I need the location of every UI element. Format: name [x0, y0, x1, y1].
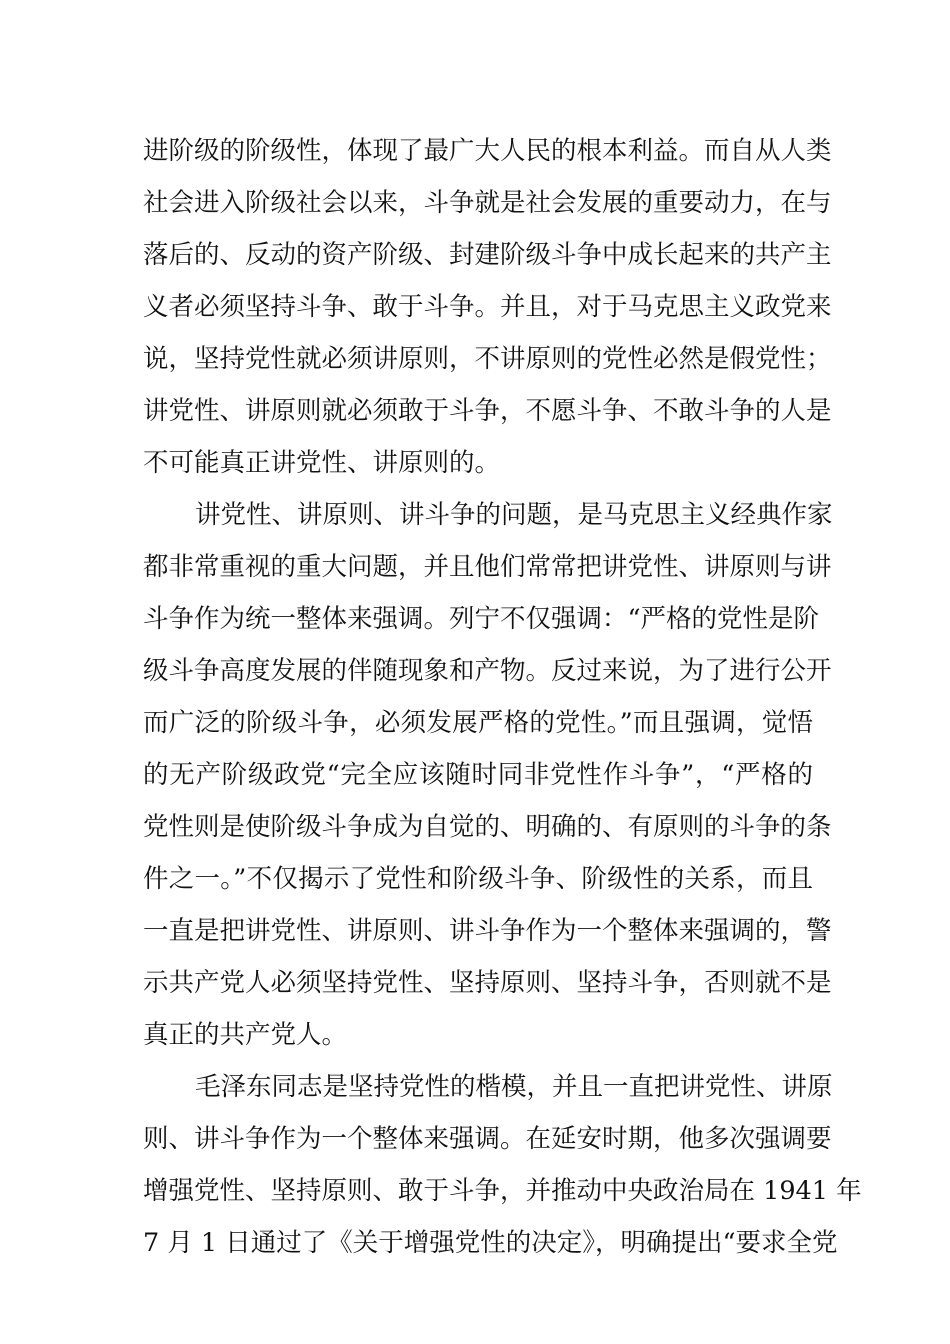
text-line: 社会进入阶级社会以来，斗争就是社会发展的重要动力，在与 — [143, 188, 832, 218]
text-line: 7 月 1 日通过了《关于增强党性的决定》，明确提出“要求全党 — [143, 1228, 838, 1258]
text-line: 增强党性、坚持原则、敢于斗争，并推动中央政治局在 1941 年 — [143, 1176, 862, 1206]
text-line: 党性则是使阶级斗争成为自觉的、明确的、有原则的斗争的条 — [143, 812, 832, 842]
text-line: 落后的、反动的资产阶级、封建阶级斗争中成长起来的共产主 — [143, 240, 832, 270]
text-line: 示共产党人必须坚持党性、坚持原则、坚持斗争，否则就不是 — [143, 968, 832, 998]
paragraph-first-line: 讲党性、讲原则、讲斗争的问题，是马克思主义经典作家 — [195, 500, 833, 530]
text-line: 真正的共产党人。 — [143, 1020, 348, 1050]
paragraph-first-line: 毛泽东同志是坚持党性的楷模，并且一直把讲党性、讲原 — [195, 1072, 833, 1102]
text-line: 级斗争高度发展的伴随现象和产物。反过来说，为了进行公开 — [143, 656, 832, 686]
text-line: 都非常重视的重大问题，并且他们常常把讲党性、讲原则与讲 — [143, 552, 832, 582]
text-line: 义者必须坚持斗争、敢于斗争。并且，对于马克思主义政党来 — [143, 292, 832, 322]
text-line: 的无产阶级政党“完全应该随时同非党性作斗争”，“严格的 — [143, 760, 813, 790]
text-line: 不可能真正讲党性、讲原则的。 — [143, 448, 501, 478]
text-line: 斗争作为统一整体来强调。列宁不仅强调：“严格的党性是阶 — [143, 604, 820, 634]
text-line: 进阶级的阶级性，体现了最广大人民的根本利益。而自从人类 — [143, 136, 832, 166]
text-line: 件之一。”不仅揭示了党性和阶级斗争、阶级性的关系，而且 — [143, 864, 813, 894]
text-line: 一直是把讲党性、讲原则、讲斗争作为一个整体来强调的，警 — [143, 916, 832, 946]
text-line: 则、讲斗争作为一个整体来强调。在延安时期，他多次强调要 — [143, 1124, 832, 1154]
text-line: 讲党性、讲原则就必须敢于斗争，不愿斗争、不敢斗争的人是 — [143, 396, 832, 426]
text-line: 说，坚持党性就必须讲原则，不讲原则的党性必然是假党性； — [143, 344, 832, 374]
text-line: 而广泛的阶级斗争，必须发展严格的党性。”而且强调，觉悟 — [143, 708, 813, 738]
